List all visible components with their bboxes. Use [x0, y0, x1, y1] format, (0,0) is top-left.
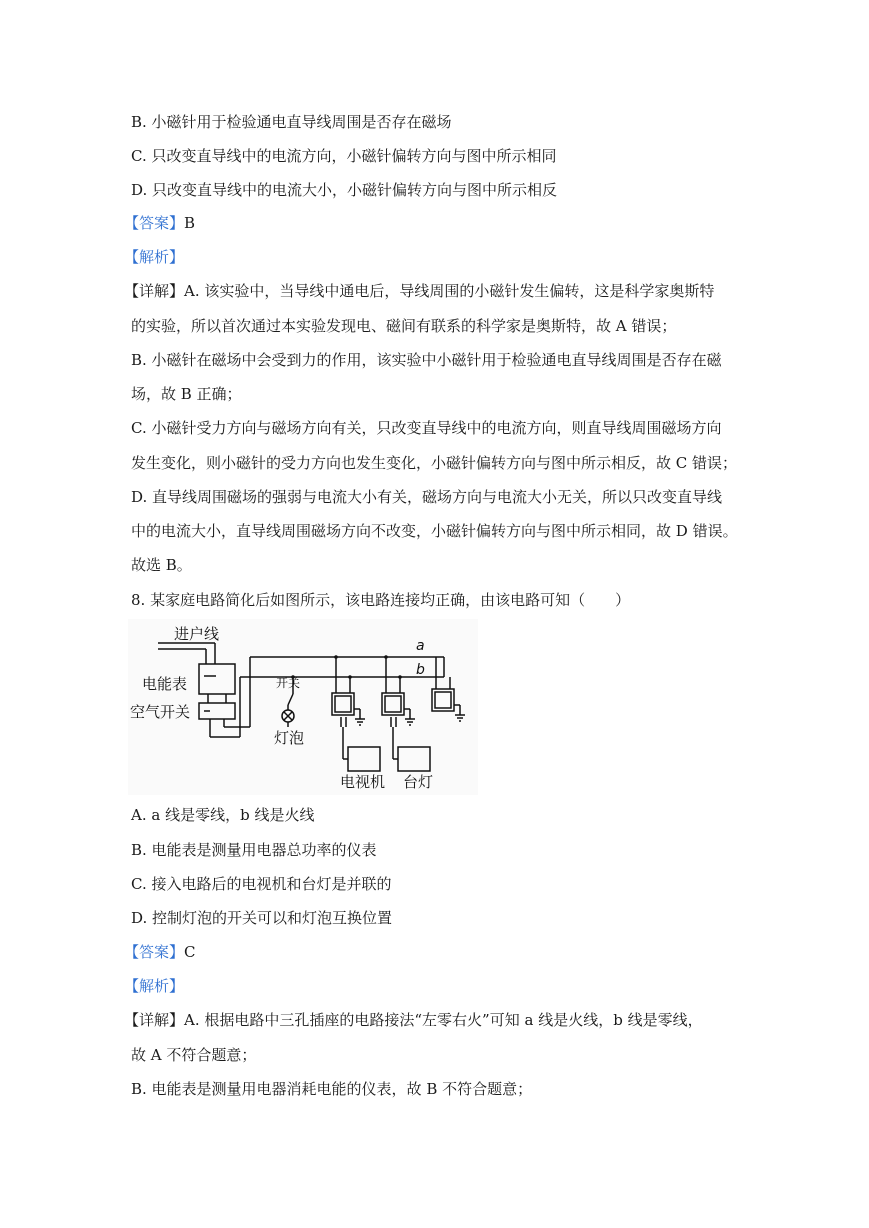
label-switch: 开关 — [276, 676, 301, 690]
q7-option-d: D. 只改变直导线中的电流大小，小磁针偏转方向与图中所示相反 — [131, 181, 558, 199]
q7-conclusion: 故选 B。 — [131, 556, 192, 574]
analysis-tag: 【解析】 — [124, 977, 185, 995]
q8-option-a: A. a 线是零线，b 线是火线 — [131, 806, 315, 824]
label-incoming: 进户线 — [174, 625, 220, 643]
q8-option-c: C. 接入电路后的电视机和台灯是并联的 — [131, 875, 392, 893]
detail-text: A. 根据电路中三孔插座的电路接法“左零右火”可知 a 线是火线，b 线是零线， — [184, 1011, 703, 1029]
label-bulb: 灯泡 — [274, 729, 305, 747]
q8-analysis-tag — [124, 976, 184, 996]
label-wire-b: b — [416, 662, 425, 678]
q7-detail-d-1: D. 直导线周围磁场的强弱与电流大小有关，磁场方向与电流大小无关，所以只改变直导线 — [131, 488, 723, 506]
q7-detail-b-2: 场，故 B 正确； — [131, 385, 242, 403]
analysis-tag: 【解析】 — [124, 248, 185, 266]
q7-option-c: C. 只改变直导线中的电流方向，小磁针偏转方向与图中所示相同 — [131, 147, 557, 165]
q8-answer — [124, 942, 196, 962]
q7-detail-d-2: 中的电流大小，直导线周围磁场方向不改变，小磁针偏转方向与图中所示相同，故 D 错误。 — [131, 522, 738, 540]
q8-detail-b-1: B. 电能表是测量用电器消耗电能的仪表，故 B 不符合题意； — [131, 1080, 533, 1098]
label-wire-a: a — [416, 638, 425, 654]
circuit-diagram — [128, 619, 478, 795]
answer-tag: 【答案】 — [124, 943, 185, 961]
label-tv: 电视机 — [340, 773, 386, 791]
q7-answer — [124, 213, 195, 233]
q7-option-b: B. 小磁针用于检验通电直导线周围是否存在磁场 — [131, 113, 452, 131]
detail-text: A. 该实验中，当导线中通电后，导线周围的小磁针发生偏转，这是科学家奥斯特 — [184, 282, 715, 300]
label-desk-lamp: 台灯 — [403, 773, 434, 791]
detail-tag: 【详解】 — [124, 1011, 185, 1029]
q7-analysis-tag — [124, 247, 184, 267]
label-meter: 电能表 — [142, 675, 188, 693]
q8-detail-a-2: 故 A 不符合题意； — [131, 1046, 257, 1064]
q7-detail-a-1 — [124, 281, 714, 301]
q8-option-d: D. 控制灯泡的开关可以和灯泡互换位置 — [131, 909, 393, 927]
q7-detail-a-2: 的实验，所以首次通过本实验发现电、磁间有联系的科学家是奥斯特，故 A 错误； — [131, 317, 677, 335]
q8-detail-a-1 — [124, 1010, 703, 1030]
answer-value: C — [184, 943, 196, 961]
q7-detail-c-2: 发生变化，则小磁针的受力方向也发生变化，小磁针偏转方向与图中所示相反，故 C 错误； — [131, 454, 738, 472]
detail-tag: 【详解】 — [124, 282, 185, 300]
q7-detail-c-1: C. 小磁针受力方向与磁场方向有关，只改变直导线中的电流方向，则直导线周围磁场方向 — [131, 419, 722, 437]
q7-detail-b-1: B. 小磁针在磁场中会受到力的作用，该实验中小磁针用于检验通电直导线周围是否存在磁 — [131, 351, 722, 369]
label-air-switch: 空气开关 — [130, 703, 191, 721]
answer-tag: 【答案】 — [124, 214, 185, 232]
q8-option-b: B. 电能表是测量用电器总功率的仪表 — [131, 841, 377, 859]
q8-stem: 8. 某家庭电路简化后如图所示，该电路连接均正确，由该电路可知（ ） — [131, 591, 631, 609]
answer-value: B — [184, 214, 196, 232]
